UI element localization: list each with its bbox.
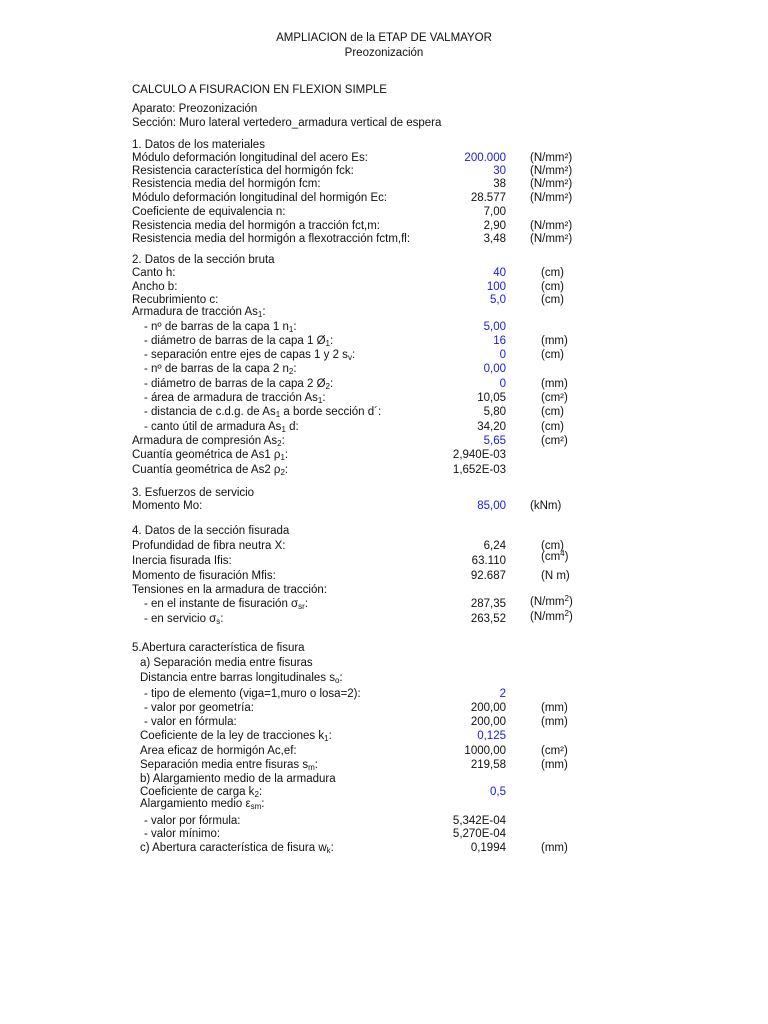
row-unit: (N/mm²) xyxy=(530,152,573,164)
row-value: 5,342E-04 xyxy=(452,815,506,827)
row-label: - separación entre ejes de capas 1 y 2 $s_v$: xyxy=(144,349,356,362)
row-value: 5,270E-04 xyxy=(452,828,506,840)
row-label: Módulo deformación longitudinal del hormigón Ec: xyxy=(132,192,388,204)
row-unit: (N m) xyxy=(541,570,570,582)
row-label: - valor mínimo: xyxy=(144,828,221,840)
row-value[interactable]: 2 xyxy=(499,688,506,700)
row-value: 63.110 xyxy=(471,555,506,567)
row-unit: (mm) xyxy=(541,842,568,854)
subsection-a-title: a) Separación media entre fisuras xyxy=(140,657,313,669)
row-value: 28.577 xyxy=(470,192,506,204)
row-unit: (N/mm²) xyxy=(530,178,573,190)
row-profundidad-x xyxy=(0,539,768,553)
row-area xyxy=(0,391,768,405)
row-armadura-compresion xyxy=(0,434,768,448)
row-value: 2,90 xyxy=(483,220,506,232)
row-value[interactable]: 16 xyxy=(493,335,506,347)
row-label: Inercia fisurada Ifis: xyxy=(132,555,232,567)
row-label: Profundidad de fibra neutra X: xyxy=(132,540,286,552)
row-label: Distancia entre barras longitudinales $s_o$: xyxy=(140,672,343,685)
row-value: 5,80 xyxy=(483,406,506,418)
row-n1 xyxy=(0,320,768,334)
row-label: Resistencia media del hormigón fcm: xyxy=(132,178,321,190)
section-4-title: 4. Datos de la sección fisurada xyxy=(132,525,290,537)
row-sv xyxy=(0,348,768,362)
row-label: Ancho b: xyxy=(132,281,178,293)
row-unit: (cm) xyxy=(541,406,564,418)
row-canto xyxy=(0,266,768,280)
row-label: Separación media entre fisuras $s_m$: xyxy=(140,759,318,772)
row-inercia-fisurada xyxy=(0,549,768,568)
row-label: Cuantía geométrica de As2 $\rho_2$: xyxy=(132,464,289,477)
row-n2 xyxy=(0,362,768,376)
row-distancia-cdg xyxy=(0,405,768,419)
row-label: Armadura de tracción $As_1$: xyxy=(132,306,266,319)
row-value: 3,48 xyxy=(483,233,506,245)
row-separacion-media xyxy=(0,758,768,772)
row-unit: (N/mm²) xyxy=(530,220,573,232)
row-value: 200,00 xyxy=(470,702,506,714)
row-label: Recubrimiento c: xyxy=(132,294,219,306)
row-valor-formula xyxy=(0,715,768,729)
subsection-b-title: b) Alargamiento medio de la armadura xyxy=(140,773,336,785)
row-unit: (cm²) xyxy=(541,392,568,404)
row-unit: $(N/mm^2)$ xyxy=(530,594,573,608)
row-unit: (N/mm²) xyxy=(530,165,573,177)
row-label: - nº de barras de la capa 2 $n_2$: xyxy=(144,363,297,376)
row-value[interactable]: 0,125 xyxy=(477,730,506,742)
row-label: Momento de fisuración Mfis: xyxy=(132,570,276,582)
row-armadura-traccion xyxy=(0,305,768,319)
aparato-line: Aparato: Preozonización xyxy=(132,103,258,115)
row-unit: (cm) xyxy=(541,349,564,361)
row-d1 xyxy=(0,334,768,348)
row-unit: (mm) xyxy=(541,335,568,347)
row-value[interactable]: 100 xyxy=(486,281,506,293)
row-label: Resistencia característica del hormigón fck: xyxy=(132,165,354,177)
row-unit: (cm) xyxy=(541,281,564,293)
row-value[interactable]: 5,0 xyxy=(490,294,506,306)
row-value[interactable]: 85,00 xyxy=(477,500,506,512)
row-unit: $(N/mm^2)$ xyxy=(530,609,573,623)
row-unit: (N/mm²) xyxy=(530,192,573,204)
row-cuantia-1 xyxy=(0,448,768,462)
row-value[interactable]: 200.000 xyxy=(464,152,506,164)
row-value: 6,24 xyxy=(483,540,506,552)
document-title: AMPLIACION de la ETAP DE VALMAYOR xyxy=(276,32,492,44)
row-unit: (kNm) xyxy=(530,500,562,512)
row-value: 7,00 xyxy=(483,206,506,218)
row-cuantia-2 xyxy=(0,463,768,477)
row-value: 10,05 xyxy=(477,392,506,404)
row-label: - área de armadura de tracción $As_1$: xyxy=(144,392,326,405)
section-1-title: 1. Datos de los materiales xyxy=(132,139,265,151)
row-label: - valor por fórmula: xyxy=(144,815,241,827)
row-value[interactable]: 5,00 xyxy=(483,321,506,333)
row-label: Coeficiente de carga $k_2$: xyxy=(140,786,263,799)
row-unit: (N/mm²) xyxy=(530,233,573,245)
row-unit: (cm) xyxy=(541,540,564,552)
row-label: Momento Mo: xyxy=(132,500,203,512)
row-value: 287,35 xyxy=(470,598,506,610)
row-value: 92.687 xyxy=(470,570,506,582)
row-value: 38 xyxy=(493,178,506,190)
row-label: Resistencia media del hormigón a tracción fct,m: xyxy=(132,220,380,232)
document-subtitle: Preozonización xyxy=(344,47,424,59)
row-abertura-wk xyxy=(0,841,768,855)
section-2-title: 2. Datos de la sección bruta xyxy=(132,254,275,266)
row-value: 200,00 xyxy=(470,716,506,728)
row-label: - valor por geometría: xyxy=(144,702,254,714)
row-momento xyxy=(0,499,768,513)
row-value: 34,20 xyxy=(477,421,506,433)
row-sigma-sr xyxy=(0,594,768,611)
row-value: 219,58 xyxy=(470,759,506,771)
row-label: - distancia de c.d.g. de $As_1$ a borde sección d´: xyxy=(144,406,382,419)
row-label: Módulo deformación longitudinal del acero Es: xyxy=(132,152,368,164)
calc-title: CALCULO A FISURACION EN FLEXION SIMPLE xyxy=(132,84,387,96)
row-unit: (cm) xyxy=(541,267,564,279)
row-k1 xyxy=(0,729,768,743)
row-tipo-elemento xyxy=(0,687,768,701)
row-tensiones xyxy=(0,583,768,597)
row-label: Tensiones en la armadura de tracción: xyxy=(132,584,327,596)
row-ec xyxy=(0,191,768,205)
row-label: - diámetro de barras de la capa 1 $Ø_1$: xyxy=(144,335,334,348)
row-label: Alargamiento medio $\varepsilon_{sm}$: xyxy=(140,798,265,811)
row-value[interactable]: 0,5 xyxy=(490,786,506,798)
seccion-line: Sección: Muro lateral vertedero_armadura vertical de espera xyxy=(132,117,442,129)
row-ancho xyxy=(0,280,768,294)
row-fcm xyxy=(0,177,768,191)
row-unit: (mm) xyxy=(541,702,568,714)
row-unit: (mm) xyxy=(541,759,568,771)
row-label: Cuantía geométrica de As1 $\rho_1$: xyxy=(132,449,289,462)
row-canto-util xyxy=(0,420,768,434)
row-value[interactable]: 30 xyxy=(493,165,506,177)
row-es xyxy=(0,151,768,165)
row-label: - en el instante de fisuración $\sigma_{sr}$: xyxy=(144,598,309,611)
row-value: 1,652E-03 xyxy=(452,464,506,476)
row-value[interactable]: 40 xyxy=(493,267,506,279)
row-value[interactable]: 0 xyxy=(499,378,506,390)
row-label: Canto h: xyxy=(132,267,176,279)
row-label: - en servicio $\sigma_s$: xyxy=(144,613,224,626)
row-label: Coeficiente de la ley de tracciones $k_1$: xyxy=(140,730,332,743)
row-n xyxy=(0,205,768,219)
row-alargamiento-medio xyxy=(0,797,768,811)
row-unit: $(cm^4)$ xyxy=(541,549,569,563)
row-fctmfl xyxy=(0,232,768,246)
row-label: - tipo de elemento (viga=1,muro o losa=2): xyxy=(144,688,361,700)
row-label: Armadura de compresión $As_2$: xyxy=(132,435,285,448)
row-d2 xyxy=(0,377,768,391)
row-label: Coeficiente de equivalencia n: xyxy=(132,206,286,218)
section-5-title: 5.Abertura característica de fisura xyxy=(132,642,305,654)
row-label: Resistencia media del hormigón a flexotracción fctm,fl: xyxy=(132,233,411,245)
row-label: - diámetro de barras de la capa 2 $Ø_2$: xyxy=(144,378,334,391)
row-value: 0,1994 xyxy=(470,842,506,854)
row-fctm xyxy=(0,219,768,233)
row-label: - nº de barras de la capa 1 $n_1$: xyxy=(144,321,297,334)
row-unit: (mm) xyxy=(541,716,568,728)
section-3-title: 3. Esfuerzos de servicio xyxy=(132,487,255,499)
row-value[interactable]: 0,00 xyxy=(483,363,506,375)
row-unit: (cm²) xyxy=(541,435,568,447)
row-unit: (mm) xyxy=(541,378,568,390)
row-sigma-s xyxy=(0,609,768,626)
row-area-eficaz xyxy=(0,744,768,758)
row-distancia-barras xyxy=(0,671,768,685)
row-label: c) Abertura característica de fisura $w_k$: xyxy=(140,842,334,855)
row-label: Area eficaz de hormigón Ac,ef: xyxy=(140,745,297,757)
row-unit: (cm²) xyxy=(541,745,568,757)
row-value: 2,940E-03 xyxy=(452,449,506,461)
row-valor-minimo xyxy=(0,827,768,841)
row-value: 263,52 xyxy=(470,613,506,625)
row-unit: (cm) xyxy=(541,294,564,306)
row-fck xyxy=(0,164,768,178)
row-momento-fisuracion xyxy=(0,569,768,583)
row-value[interactable]: 5,65 xyxy=(483,435,506,447)
row-value: 1000,00 xyxy=(464,745,506,757)
row-label: - canto útil de armadura $As_1$ d: xyxy=(144,421,299,434)
row-label: - valor en fórmula: xyxy=(144,716,237,728)
row-valor-geometria xyxy=(0,701,768,715)
row-unit: (cm) xyxy=(541,421,564,433)
row-value[interactable]: 0 xyxy=(499,349,506,361)
row-valor-por-formula xyxy=(0,814,768,828)
